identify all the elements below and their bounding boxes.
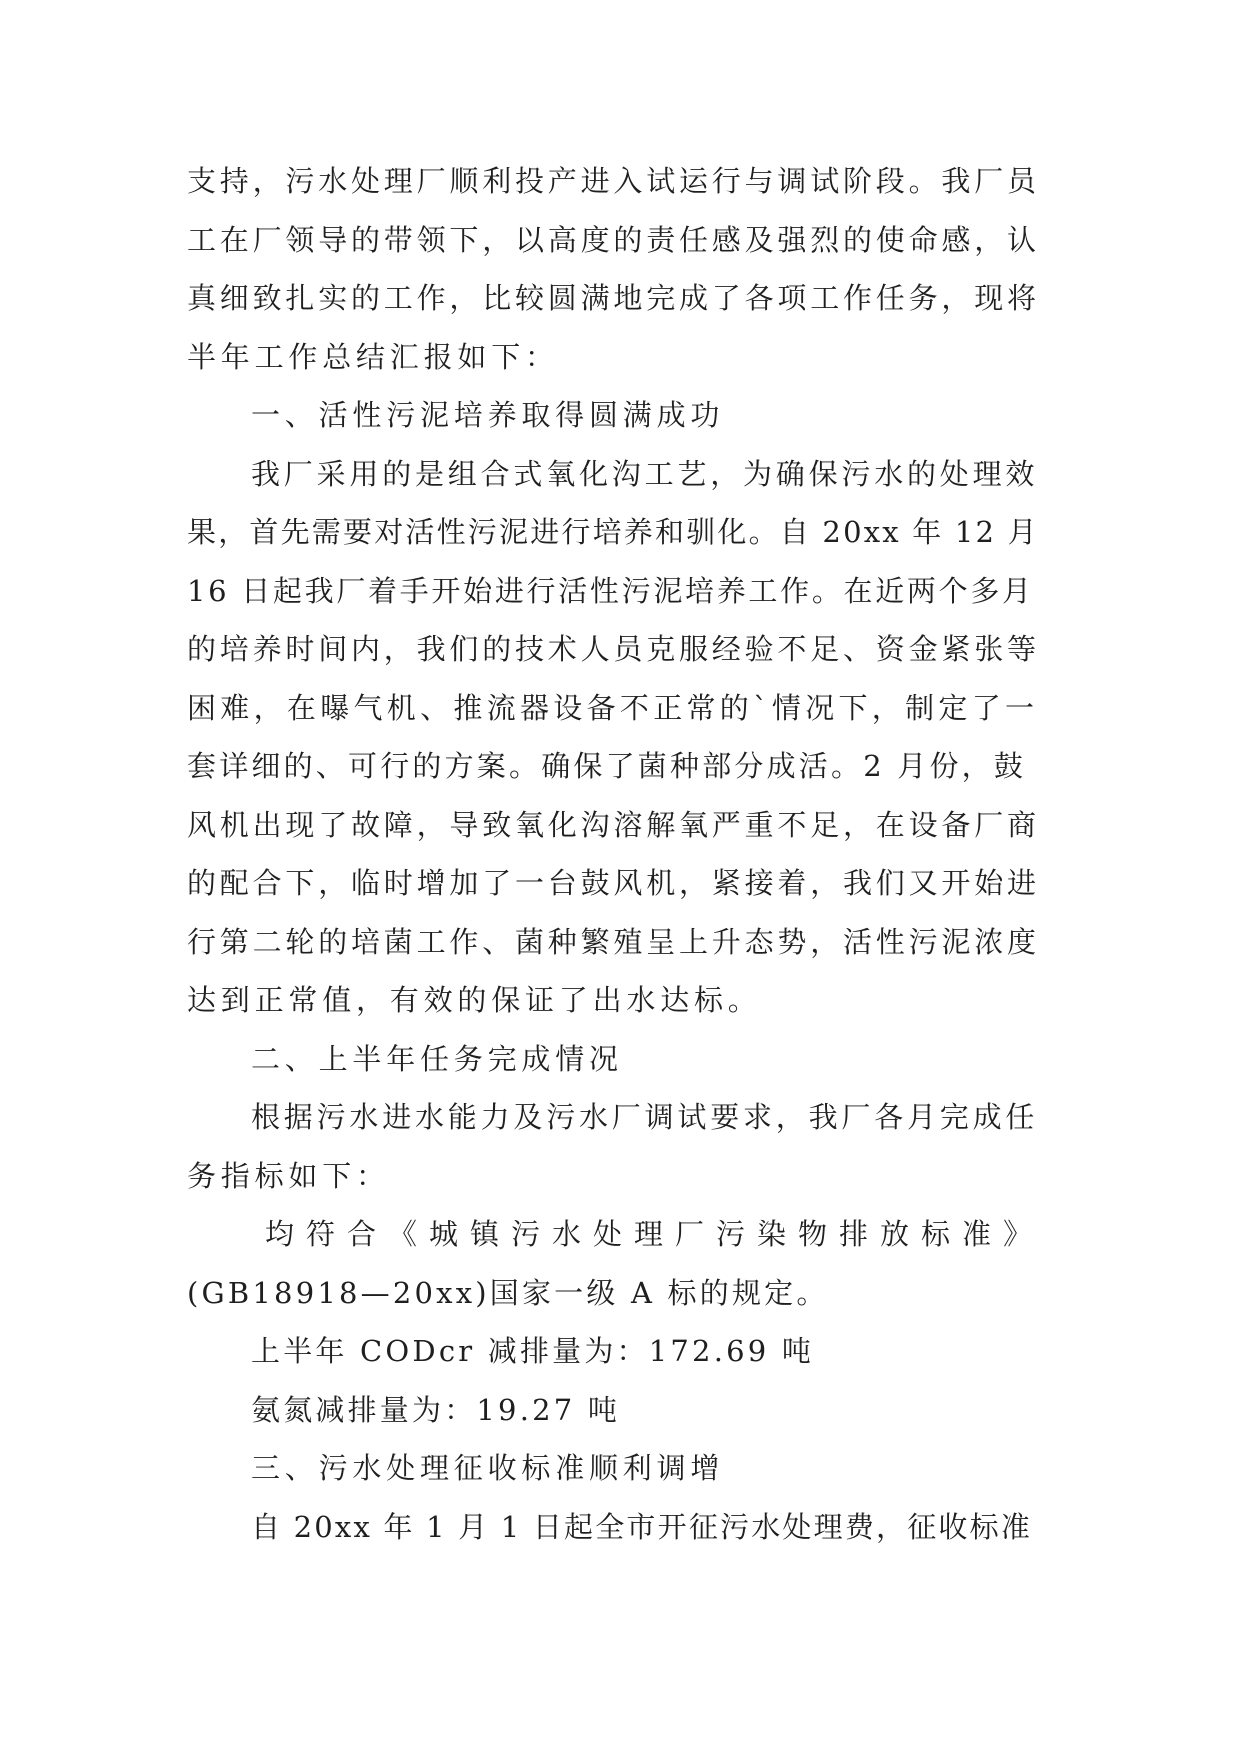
paragraph-line: 行第二轮的培菌工作、菌种繁殖呈上升态势，活性污泥浓度 xyxy=(187,924,1040,959)
paragraph-line: 我厂采用的是组合式氧化沟工艺，为确保污水的处理效 xyxy=(251,456,1039,491)
paragraph-line: 达到正常值，有效的保证了出水达标。 xyxy=(187,983,762,1017)
paragraph-line: 支持，污水处理厂顺利投产进入试运行与调试阶段。我厂员 xyxy=(187,164,1040,198)
section-heading-3: 三、污水处理征收标准顺利调增 xyxy=(251,1451,725,1485)
paragraph-line: 困难，在曝气机、推流器设备不正常的`情况下，制定了一 xyxy=(187,690,1039,725)
paragraph-line: 真细致扎实的工作，比较圆满地完成了各项工作任务，现将 xyxy=(187,281,1040,315)
document-body xyxy=(187,152,1045,1556)
paragraph-line: 均符合《城镇污水处理厂污染物排放标准》 xyxy=(265,1217,1045,1251)
paragraph-line: 务指标如下： xyxy=(187,1158,390,1193)
paragraph-line: 风机出现了故障，导致氧化沟溶解氧严重不足，在设备厂商 xyxy=(187,807,1040,842)
paragraph-line: 果，首先需要对活性污泥进行培养和驯化。自 20xx 年 12 月 xyxy=(187,515,1039,549)
paragraph-line: 自 20xx 年 1 月 1 日起全市开征污水处理费，征收标准 xyxy=(251,1509,1033,1544)
paragraph-line: 套详细的、可行的方案。确保了菌种部分成活。2 月份，鼓 xyxy=(187,749,1027,783)
section-heading-1: 一、活性污泥培养取得圆满成功 xyxy=(251,398,725,432)
paragraph-line: 根据污水进水能力及污水厂调试要求，我厂各月完成任 xyxy=(251,1100,1039,1134)
paragraph-line: 的配合下，临时增加了一台鼓风机，紧接着，我们又开始进 xyxy=(187,866,1040,900)
paragraph-line: 的培养时间内，我们的技术人员克服经验不足、资金紧张等 xyxy=(187,632,1040,666)
paragraph-line: 16 日起我厂着手开始进行活性污泥培养工作。在近两个多月 xyxy=(187,573,1034,608)
ammonia-reduction-line: 氨氮减排量为：19.27 吨 xyxy=(251,1392,621,1427)
section-heading-2: 二、上半年任务完成情况 xyxy=(251,1041,623,1076)
paragraph-line: 半年工作总结汇报如下： xyxy=(187,339,559,374)
paragraph-line: 工在厂领导的带领下，以高度的责任感及强烈的使命感，认 xyxy=(187,222,1040,257)
paragraph-line: (GB18918—20xx)国家一级 A 标的规定。 xyxy=(187,1275,829,1310)
codcr-reduction-line: 上半年 CODcr 减排量为：172.69 吨 xyxy=(251,1334,815,1368)
